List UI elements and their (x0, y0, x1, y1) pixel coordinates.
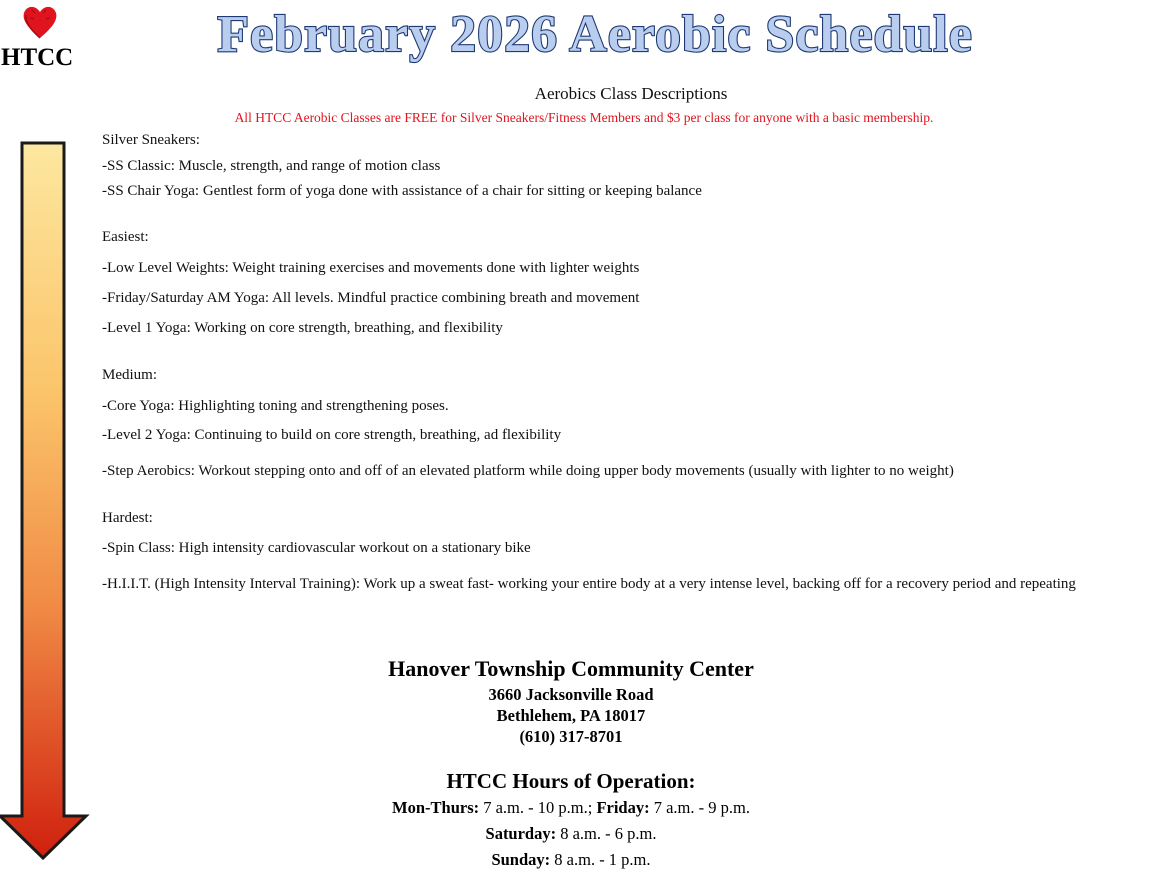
hours-sunday-line (0, 847, 1142, 873)
list-item: -Step Aerobics: Workout stepping onto and off of an elevated platform while doing upper body movements (usually with lighter to no weight) (102, 463, 954, 479)
section-heading-easiest: Easiest: (102, 229, 149, 245)
hours-sunday-value: 8 a.m. - 1 p.m. (554, 850, 651, 869)
hours-saturday-label: Saturday: (485, 824, 557, 843)
center-info (0, 654, 1142, 748)
difficulty-arrow-icon (0, 140, 90, 862)
page-title (195, 3, 995, 65)
section-heading-hardest: Hardest: (102, 510, 153, 526)
free-notice: All HTCC Aerobic Classes are FREE for Silver Sneakers/Fitness Members and $3 per class for anyone with a basic membership. (234, 110, 934, 125)
section-heading-silver: Silver Sneakers: (102, 132, 200, 148)
center-name: Hanover Township Community Center (388, 656, 754, 681)
list-item: -Core Yoga: Highlighting toning and strengthening poses. (102, 398, 449, 414)
page-title-text: February 2026 Aerobic Schedule (217, 6, 973, 63)
list-item: -H.I.I.T. (High Intensity Interval Training): Work up a sweat fast- working your entire body at a very intense level, backing off for a recovery period and repeating (102, 576, 1076, 592)
hours-title: HTCC Hours of Operation: (446, 769, 696, 793)
list-item: -Level 1 Yoga: Working on core strength, breathing, and flexibility (102, 320, 503, 336)
center-address-line1: 3660 Jacksonville Road (488, 685, 654, 704)
list-item: -Spin Class: High intensity cardiovascular workout on a stationary bike (102, 540, 531, 556)
hours-saturday-line (0, 821, 1142, 847)
center-address-line2: Bethlehem, PA 18017 (496, 706, 646, 725)
descriptions-header: Aerobics Class Descriptions (534, 84, 728, 103)
hours-friday-label: Friday: (596, 798, 650, 817)
list-item: -SS Chair Yoga: Gentlest form of yoga done with assistance of a chair for sitting or keeping balance (102, 183, 702, 199)
list-item: -Level 2 Yoga: Continuing to build on core strength, breathing, ad flexibility (102, 427, 562, 443)
hours-saturday-value: 8 a.m. - 6 p.m. (560, 824, 657, 843)
heart-logo-icon (20, 2, 60, 42)
hours-weekday-line (0, 795, 1142, 821)
list-item: -Friday/Saturday AM Yoga: All levels. Mindful practice combining breath and movement (102, 290, 640, 306)
hours-mon-thurs-value: 7 a.m. - 10 p.m.; (483, 798, 593, 817)
hours-mon-thurs-label: Mon-Thurs: (392, 798, 480, 817)
logo-text: HTCC (1, 44, 74, 71)
hours-friday-value: 7 a.m. - 9 p.m. (653, 798, 750, 817)
hours-sunday-label: Sunday: (491, 850, 551, 869)
list-item: -Low Level Weights: Weight training exercises and movements done with lighter weights (102, 260, 640, 276)
hours-of-operation (0, 767, 1142, 873)
section-heading-medium: Medium: (102, 367, 157, 383)
center-phone: (610) 317-8701 (519, 727, 623, 746)
list-item: -SS Classic: Muscle, strength, and range of motion class (102, 158, 441, 174)
